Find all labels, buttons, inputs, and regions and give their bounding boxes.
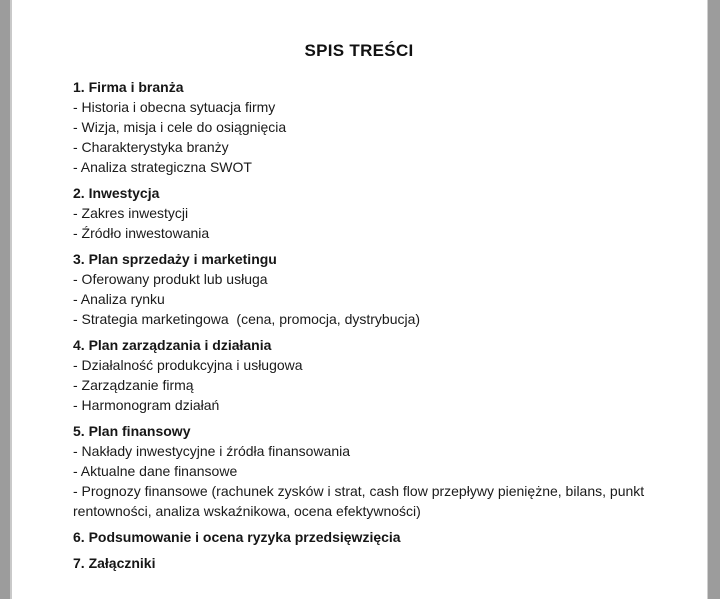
section-heading: 5. Plan finansowy: [73, 423, 191, 439]
toc-section: [73, 183, 645, 243]
section-heading: 2. Inwestycja: [73, 185, 160, 201]
toc-section: [73, 527, 645, 547]
toc-item: - Analiza strategiczna SWOT: [73, 159, 252, 175]
section-heading: 7. Załączniki: [73, 555, 156, 571]
toc-item: - Zakres inwestycji: [73, 205, 189, 221]
toc-title: SPIS TREŚCI: [304, 41, 414, 60]
page-right-border: [707, 0, 720, 599]
section-heading: 6. Podsumowanie i ocena ryzyka przedsięwzięcia: [73, 529, 401, 545]
toc-section: [73, 335, 645, 415]
page-left-border: [0, 0, 12, 599]
toc-section: [73, 553, 645, 573]
toc-sections: [73, 77, 649, 573]
toc-item: - Źródło inwestowania: [73, 225, 210, 241]
toc-section: [73, 249, 645, 329]
toc-item: - Analiza rynku: [73, 291, 165, 307]
section-heading: 4. Plan zarządzania i działania: [73, 337, 272, 353]
toc-item: - Nakłady inwestycyjne i źródła finansowania: [73, 443, 351, 459]
section-heading: 3. Plan sprzedaży i marketingu: [73, 251, 277, 267]
toc-section: [73, 77, 645, 177]
toc-item: - Strategia marketingowa (cena, promocja, dystrybucja): [73, 311, 421, 327]
toc-section: [73, 421, 649, 521]
toc-item: - Aktualne dane finansowe: [73, 463, 238, 479]
toc-item: - Charakterystyka branży: [73, 139, 229, 155]
toc-item: - Prognozy finansowe (rachunek zysków i strat, cash flow przepływy pieniężne, bilans, punkt rentowności, analiza wskaźnikowa, ocena efektywności): [73, 483, 649, 519]
toc-item: - Oferowany produkt lub usługa: [73, 271, 268, 287]
toc-item: - Harmonogram działań: [73, 397, 220, 413]
section-heading: 1. Firma i branża: [73, 79, 184, 95]
toc-item: - Zarządzanie firmą: [73, 377, 194, 393]
toc-item: - Wizja, misja i cele do osiągnięcia: [73, 119, 287, 135]
toc-item: - Historia i obecna sytuacja firmy: [73, 99, 276, 115]
toc-content: [73, 40, 649, 573]
toc-item: - Działalność produkcyjna i usługowa: [73, 357, 303, 373]
